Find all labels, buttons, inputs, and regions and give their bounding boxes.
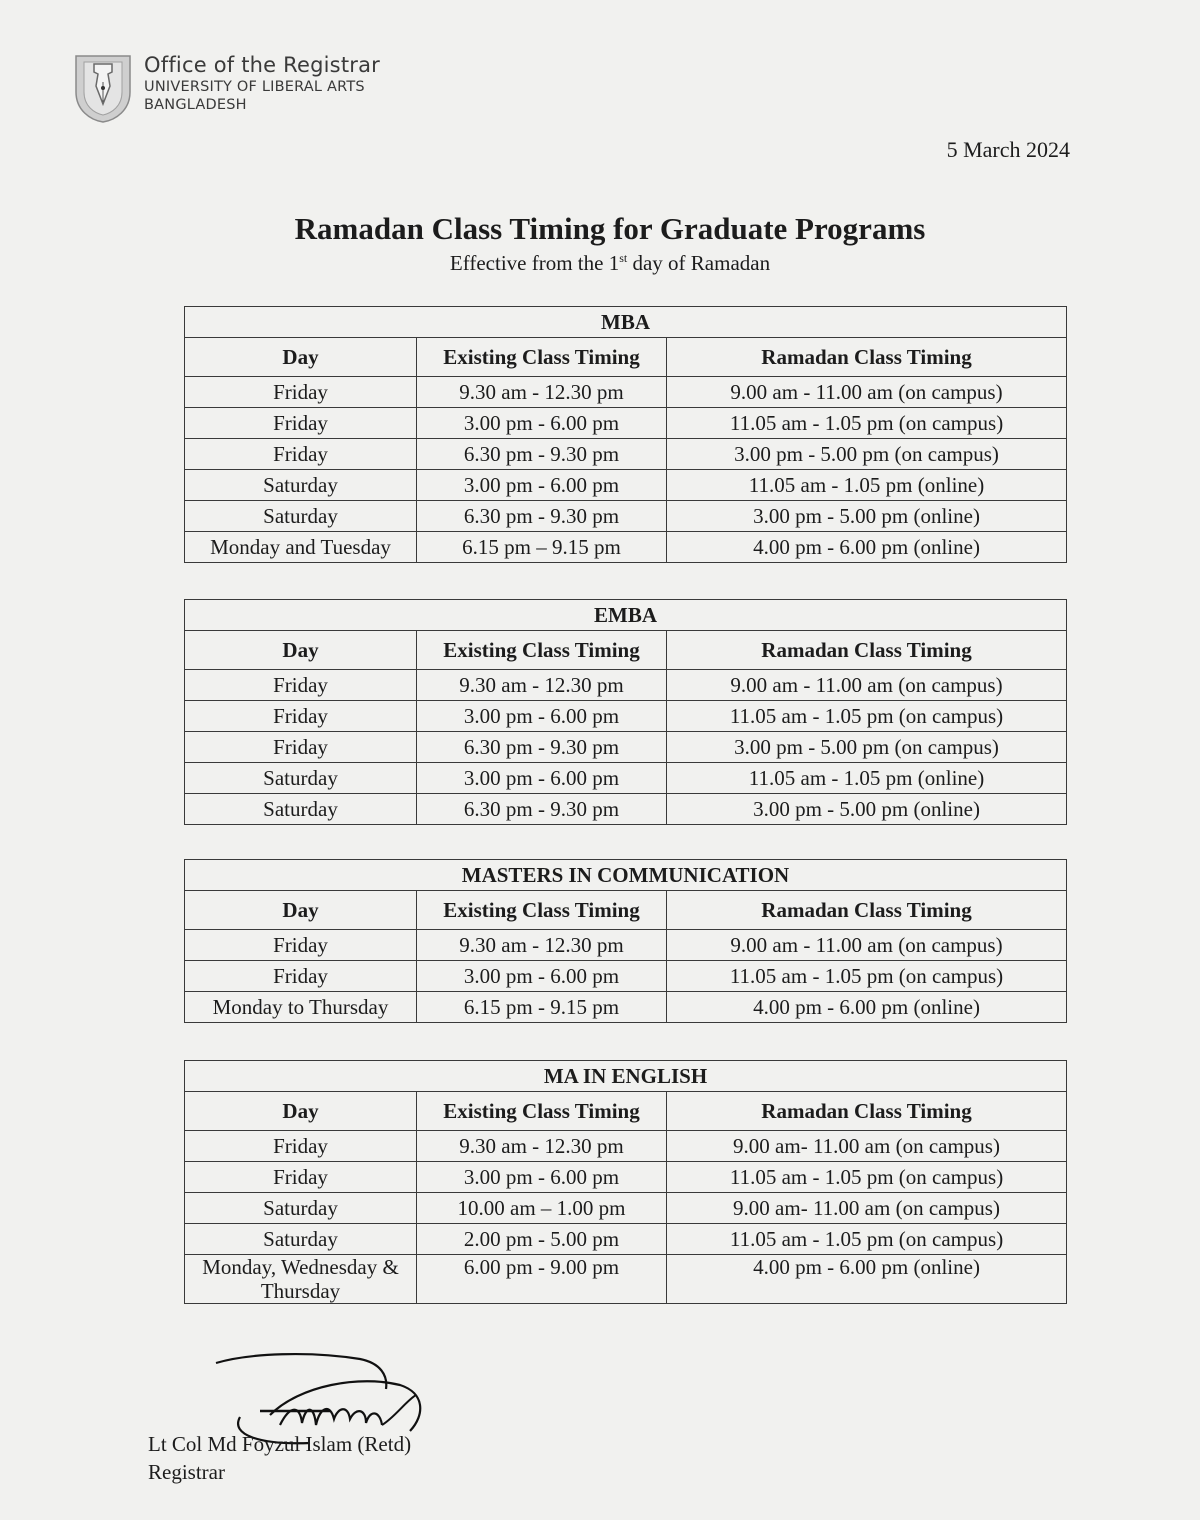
day-cell: Friday [185,670,417,701]
program-name: MASTERS IN COMMUNICATION [185,860,1067,891]
subtitle-text-end: day of Ramadan [627,251,771,275]
existing-timing-cell: 6.15 pm - 9.15 pm [417,992,667,1023]
day-cell: Saturday [185,1224,417,1255]
emba-schedule-table [184,599,1067,825]
program-heading-row [185,600,1067,631]
column-header-ramadan: Ramadan Class Timing [667,1092,1067,1131]
existing-timing-cell: 3.00 pm - 6.00 pm [417,961,667,992]
table-row [185,501,1067,532]
program-heading-row [185,1061,1067,1092]
column-header-ramadan: Ramadan Class Timing [667,631,1067,670]
existing-timing-cell: 3.00 pm - 6.00 pm [417,470,667,501]
table-row [185,930,1067,961]
university-name-line2: BANGLADESH [144,97,247,113]
day-cell: Friday [185,408,417,439]
table-row [185,470,1067,501]
table-row [185,992,1067,1023]
ramadan-timing-cell: 3.00 pm - 5.00 pm (on campus) [667,439,1067,470]
table-row [185,794,1067,825]
document-subtitle [0,251,1200,276]
university-logo-icon [72,52,134,124]
ramadan-timing-cell: 11.05 am - 1.05 pm (on campus) [667,408,1067,439]
ramadan-timing-cell: 9.00 am - 11.00 am (on campus) [667,930,1067,961]
masters-in-communication-schedule-table [184,859,1067,1023]
day-cell: Friday [185,439,417,470]
day-cell: Friday [185,930,417,961]
existing-timing-cell: 2.00 pm - 5.00 pm [417,1224,667,1255]
day-cell: Monday to Thursday [185,992,417,1023]
day-cell: Monday and Tuesday [185,532,417,563]
ramadan-timing-cell: 11.05 am - 1.05 pm (on campus) [667,961,1067,992]
column-header-ramadan: Ramadan Class Timing [667,891,1067,930]
day-cell: Saturday [185,763,417,794]
letterhead [72,52,380,124]
day-cell: Saturday [185,794,417,825]
day-cell: Saturday [185,1193,417,1224]
table-row [185,1162,1067,1193]
existing-timing-cell: 9.30 am - 12.30 pm [417,670,667,701]
ramadan-timing-cell: 3.00 pm - 5.00 pm (online) [667,501,1067,532]
column-header-row [185,891,1067,930]
table-row [185,1131,1067,1162]
column-header-day: Day [185,891,417,930]
ramadan-timing-cell: 11.05 am - 1.05 pm (on campus) [667,1224,1067,1255]
column-header-existing: Existing Class Timing [417,1092,667,1131]
ramadan-timing-cell: 11.05 am - 1.05 pm (on campus) [667,1162,1067,1193]
table-row [185,377,1067,408]
table-row [185,1193,1067,1224]
column-header-row [185,1092,1067,1131]
ramadan-timing-cell: 9.00 am - 11.00 am (on campus) [667,670,1067,701]
document-date: 5 March 2024 [946,137,1070,162]
ramadan-timing-cell: 9.00 am- 11.00 am (on campus) [667,1131,1067,1162]
ma-in-english-schedule-table [184,1060,1067,1304]
day-cell: Friday [185,961,417,992]
ramadan-timing-cell: 11.05 am - 1.05 pm (online) [667,763,1067,794]
subtitle-text: Effective from the 1 [449,251,620,275]
day-cell: Friday [185,732,417,763]
program-heading-row [185,307,1067,338]
table-row [185,961,1067,992]
existing-timing-cell: 10.00 am – 1.00 pm [417,1193,667,1224]
mba-schedule-table [184,306,1067,563]
table-row [185,701,1067,732]
table-row [185,532,1067,563]
ramadan-timing-cell: 4.00 pm - 6.00 pm (online) [667,532,1067,563]
program-name: MA IN ENGLISH [185,1061,1067,1092]
column-header-existing: Existing Class Timing [417,891,667,930]
existing-timing-cell: 6.00 pm - 9.00 pm [417,1255,667,1304]
day-cell: Friday [185,701,417,732]
table-row [185,439,1067,470]
existing-timing-cell: 9.30 am - 12.30 pm [417,930,667,961]
day-cell: Saturday [185,501,417,532]
column-header-existing: Existing Class Timing [417,631,667,670]
existing-timing-cell: 3.00 pm - 6.00 pm [417,763,667,794]
program-name: EMBA [185,600,1067,631]
day-cell: Saturday [185,470,417,501]
existing-timing-cell: 3.00 pm - 6.00 pm [417,1162,667,1193]
table-row [185,763,1067,794]
table-row [185,670,1067,701]
table-row [185,1224,1067,1255]
program-heading-row [185,860,1067,891]
signatory-title: Registrar [148,1460,225,1484]
day-cell: Monday, Wednesday & Thursday [185,1255,417,1304]
ramadan-timing-cell: 4.00 pm - 6.00 pm (online) [667,1255,1067,1304]
existing-timing-cell: 6.15 pm – 9.15 pm [417,532,667,563]
ramadan-timing-cell: 11.05 am - 1.05 pm (on campus) [667,701,1067,732]
signatory-name: Lt Col Md Foyzul Islam (Retd) [148,1432,412,1456]
office-name: Office of the Registrar [144,53,380,77]
existing-timing-cell: 6.30 pm - 9.30 pm [417,439,667,470]
day-cell: Friday [185,1162,417,1193]
column-header-row [185,631,1067,670]
table-row [185,408,1067,439]
column-header-row [185,338,1067,377]
ramadan-timing-cell: 3.00 pm - 5.00 pm (online) [667,794,1067,825]
existing-timing-cell: 3.00 pm - 6.00 pm [417,408,667,439]
university-name-line1: UNIVERSITY OF LIBERAL ARTS [144,79,365,95]
column-header-day: Day [185,631,417,670]
existing-timing-cell: 6.30 pm - 9.30 pm [417,501,667,532]
table-row [185,1255,1067,1304]
column-header-existing: Existing Class Timing [417,338,667,377]
existing-timing-cell: 9.30 am - 12.30 pm [417,1131,667,1162]
document-title: Ramadan Class Timing for Graduate Programs [294,211,926,246]
existing-timing-cell: 6.30 pm - 9.30 pm [417,794,667,825]
subtitle-ordinal: st [619,251,628,265]
ramadan-timing-cell: 3.00 pm - 5.00 pm (on campus) [667,732,1067,763]
program-name: MBA [185,307,1067,338]
ramadan-timing-cell: 11.05 am - 1.05 pm (online) [667,470,1067,501]
day-cell: Friday [185,1131,417,1162]
ramadan-timing-cell: 9.00 am- 11.00 am (on campus) [667,1193,1067,1224]
existing-timing-cell: 6.30 pm - 9.30 pm [417,732,667,763]
column-header-day: Day [185,338,417,377]
ramadan-timing-cell: 4.00 pm - 6.00 pm (online) [667,992,1067,1023]
ramadan-timing-cell: 9.00 am - 11.00 am (on campus) [667,377,1067,408]
existing-timing-cell: 9.30 am - 12.30 pm [417,377,667,408]
column-header-day: Day [185,1092,417,1131]
table-row [185,732,1067,763]
existing-timing-cell: 3.00 pm - 6.00 pm [417,701,667,732]
column-header-ramadan: Ramadan Class Timing [667,338,1067,377]
day-cell: Friday [185,377,417,408]
signatory-block [148,1430,411,1486]
